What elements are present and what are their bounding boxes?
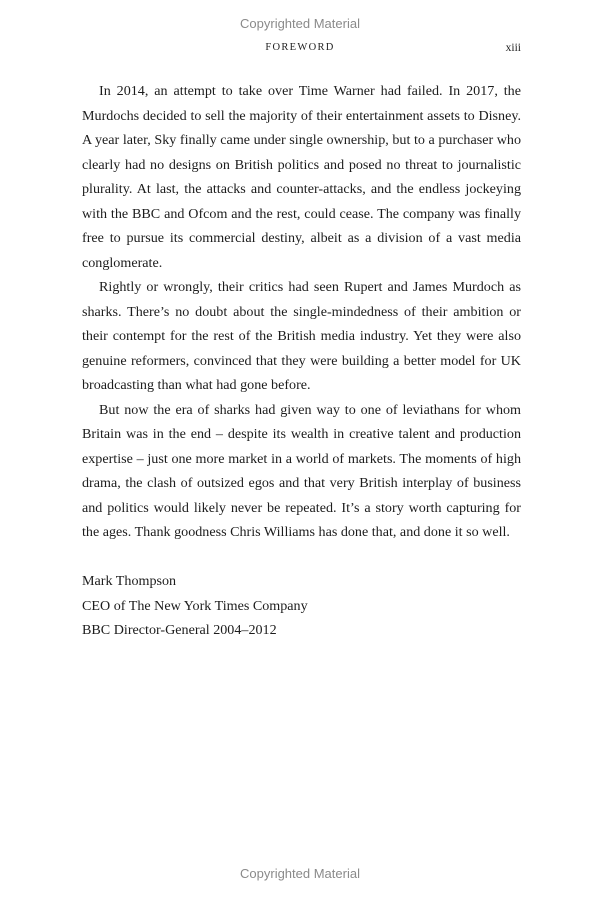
copyright-watermark-bottom: Copyrighted Material bbox=[240, 866, 360, 881]
page-number: xiii bbox=[505, 42, 521, 54]
author-name: Mark Thompson bbox=[82, 573, 177, 589]
copyright-watermark-top: Copyrighted Material bbox=[240, 16, 360, 31]
signature-block bbox=[82, 569, 521, 643]
paragraph-2: Rightly or wrongly, their critics had seen Rupert and James Murdoch as sharks. There’s no doubt about the single-mindedness of their ambition or their contempt for the rest of the British media industry. Yet they were also genuine reformers, convinced that they were building a better model for UK broadcasting than what had gone before. bbox=[82, 279, 521, 393]
paragraph-1: In 2014, an attempt to take over Time Warner had failed. In 2017, the Murdochs decided to sell the majority of their entertainment assets to Disney. A year later, Sky finally came under single ownership, but to a purchaser who clearly had no designs on British politics and posed no threat to journalistic plurality. At last, the attacks and counter-attacks, and the endless jockeying with the BBC and Ofcom and the rest, could cease. The company was finally free to pursue its commercial destiny, albeit as a division of a vast media conglomerate. bbox=[82, 83, 521, 271]
foreword-body bbox=[82, 79, 521, 643]
running-head-title: FOREWORD bbox=[265, 42, 335, 53]
author-former-role: BBC Director-General 2004–2012 bbox=[82, 622, 277, 638]
running-head bbox=[0, 42, 600, 58]
author-title: CEO of The New York Times Company bbox=[82, 597, 308, 614]
paragraph-3: But now the era of sharks had given way to one of leviathans for whom Britain was in the end – despite its wealth in creative talent and production expertise – just one more market in a world of markets. The moments of high drama, the clash of outsized egos and that very British interplay of business and politics would likely never be repeated. It’s a story worth capturing for the ages. Thank goodness Chris Williams has done that, and done it so well. bbox=[82, 401, 521, 540]
